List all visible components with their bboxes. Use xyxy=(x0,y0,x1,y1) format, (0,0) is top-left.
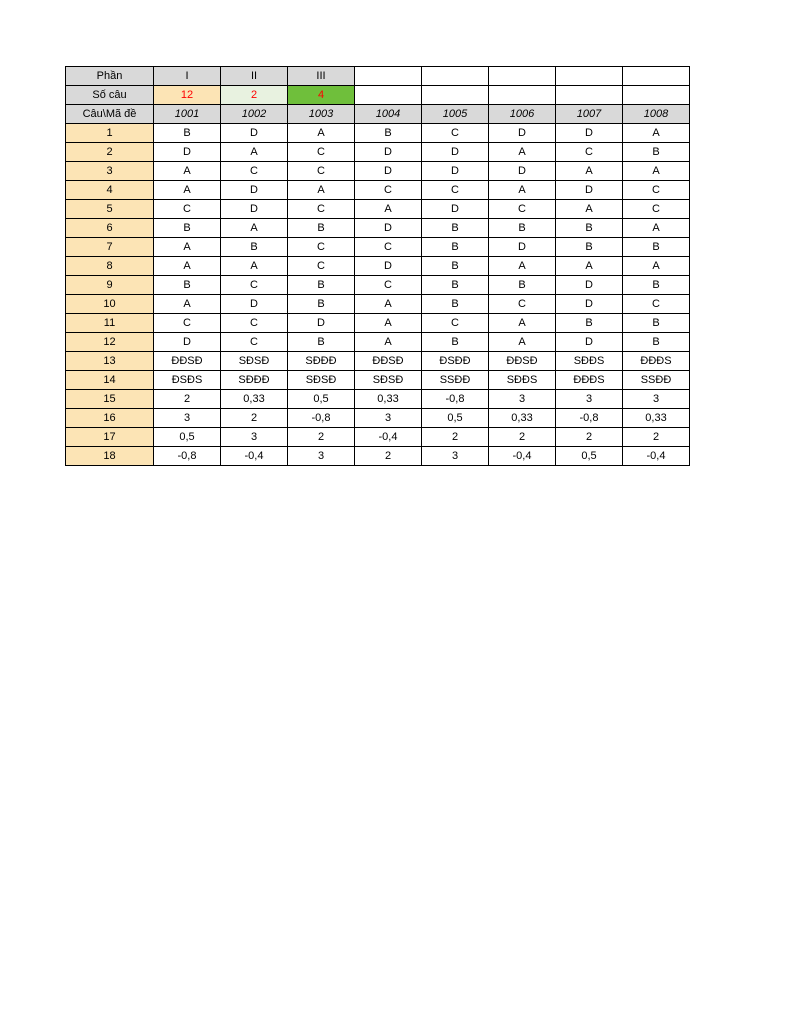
answer-cell: C xyxy=(154,200,221,219)
answer-cell: C xyxy=(623,181,690,200)
answer-cell: 3 xyxy=(623,390,690,409)
header-row-count xyxy=(66,86,690,105)
answer-cell: B xyxy=(623,314,690,333)
answer-cell: D xyxy=(422,200,489,219)
header-row-code xyxy=(66,105,690,124)
answer-cell: 2 xyxy=(489,428,556,447)
header-part-label: Phần xyxy=(66,67,154,86)
answer-cell: C xyxy=(623,200,690,219)
table-row xyxy=(66,181,690,200)
answer-cell: 3 xyxy=(221,428,288,447)
answer-cell: C xyxy=(489,295,556,314)
header-code-label: Câu\Mã đề xyxy=(66,105,154,124)
table-row xyxy=(66,257,690,276)
header-count-cell-8 xyxy=(623,86,690,105)
header-count-cell-6 xyxy=(489,86,556,105)
answer-cell: 2 xyxy=(154,390,221,409)
answer-cell: ĐSĐĐ xyxy=(422,352,489,371)
answer-cell: D xyxy=(422,143,489,162)
answer-cell: 0,33 xyxy=(623,409,690,428)
answer-cell: A xyxy=(489,143,556,162)
answer-cell: C xyxy=(288,257,355,276)
question-number: 16 xyxy=(66,409,154,428)
answer-cell: A xyxy=(489,333,556,352)
answer-cell: B xyxy=(288,333,355,352)
answer-cell: -0,4 xyxy=(355,428,422,447)
table-row xyxy=(66,428,690,447)
answer-cell: SSĐĐ xyxy=(422,371,489,390)
answer-cell: B xyxy=(154,124,221,143)
answer-cell: C xyxy=(288,238,355,257)
table-row xyxy=(66,238,690,257)
answer-cell: 2 xyxy=(422,428,489,447)
answer-cell: A xyxy=(355,295,422,314)
answer-cell: 3 xyxy=(556,390,623,409)
exam-code-1007: 1007 xyxy=(556,105,623,124)
question-number: 10 xyxy=(66,295,154,314)
answer-cell: C xyxy=(154,314,221,333)
table-row xyxy=(66,276,690,295)
answer-cell: D xyxy=(422,162,489,181)
answer-cell: ĐSĐS xyxy=(154,371,221,390)
header-part-cell-7 xyxy=(556,67,623,86)
header-count-cell-1: 12 xyxy=(154,86,221,105)
answer-cell: B xyxy=(422,333,489,352)
answer-cell: -0,4 xyxy=(623,447,690,466)
answer-cell: D xyxy=(154,143,221,162)
answer-cell: B xyxy=(623,333,690,352)
answer-cell: ĐĐĐS xyxy=(623,352,690,371)
answer-cell: D xyxy=(556,124,623,143)
answer-cell: 0,33 xyxy=(489,409,556,428)
answer-cell: D xyxy=(355,143,422,162)
answer-cell: 0,5 xyxy=(288,390,355,409)
answer-cell: A xyxy=(556,162,623,181)
header-count-cell-4 xyxy=(355,86,422,105)
answer-cell: D xyxy=(355,162,422,181)
answer-cell: 0,5 xyxy=(154,428,221,447)
answer-cell: 0,33 xyxy=(221,390,288,409)
header-row-part xyxy=(66,67,690,86)
answer-cell: D xyxy=(221,200,288,219)
answer-cell: A xyxy=(623,124,690,143)
header-part-cell-8 xyxy=(623,67,690,86)
question-number: 9 xyxy=(66,276,154,295)
exam-code-1003: 1003 xyxy=(288,105,355,124)
answer-cell: B xyxy=(422,257,489,276)
exam-code-1005: 1005 xyxy=(422,105,489,124)
answer-cell: 3 xyxy=(489,390,556,409)
question-number: 7 xyxy=(66,238,154,257)
answer-cell: A xyxy=(489,181,556,200)
question-number: 14 xyxy=(66,371,154,390)
answer-cell: B xyxy=(422,276,489,295)
answer-cell: B xyxy=(422,295,489,314)
answer-cell: A xyxy=(288,181,355,200)
answer-cell: D xyxy=(556,181,623,200)
question-number: 13 xyxy=(66,352,154,371)
answer-cell: SĐĐS xyxy=(489,371,556,390)
answer-cell: B xyxy=(355,124,422,143)
answer-cell: 3 xyxy=(288,447,355,466)
question-number: 17 xyxy=(66,428,154,447)
answer-cell: 2 xyxy=(355,447,422,466)
header-count-label: Số câu xyxy=(66,86,154,105)
question-number: 4 xyxy=(66,181,154,200)
table-row xyxy=(66,162,690,181)
answer-cell: B xyxy=(288,219,355,238)
table-row xyxy=(66,124,690,143)
table-row xyxy=(66,409,690,428)
exam-code-1004: 1004 xyxy=(355,105,422,124)
answer-cell: B xyxy=(489,276,556,295)
answer-cell: B xyxy=(154,219,221,238)
question-number: 18 xyxy=(66,447,154,466)
answer-cell: SSĐĐ xyxy=(623,371,690,390)
answer-cell: 3 xyxy=(422,447,489,466)
answer-cell: B xyxy=(556,238,623,257)
question-number: 3 xyxy=(66,162,154,181)
answer-cell: SĐSĐ xyxy=(221,352,288,371)
answer-cell: ĐĐSĐ xyxy=(355,352,422,371)
answer-cell: D xyxy=(221,181,288,200)
answer-cell: C xyxy=(422,124,489,143)
exam-code-1008: 1008 xyxy=(623,105,690,124)
answer-cell: A xyxy=(556,200,623,219)
answer-cell: A xyxy=(489,314,556,333)
question-number: 6 xyxy=(66,219,154,238)
answer-cell: A xyxy=(154,257,221,276)
answer-cell: 2 xyxy=(288,428,355,447)
answer-cell: B xyxy=(556,219,623,238)
answer-cell: ĐĐĐS xyxy=(556,371,623,390)
answer-cell: ĐĐSĐ xyxy=(489,352,556,371)
exam-code-1001: 1001 xyxy=(154,105,221,124)
answer-cell: D xyxy=(355,219,422,238)
table-row xyxy=(66,295,690,314)
answer-cell: 0,5 xyxy=(422,409,489,428)
answer-cell: A xyxy=(288,124,355,143)
answer-cell: D xyxy=(288,314,355,333)
answer-cell: D xyxy=(489,124,556,143)
answer-cell: C xyxy=(221,276,288,295)
header-count-cell-7 xyxy=(556,86,623,105)
answer-cell: C xyxy=(489,200,556,219)
table-body xyxy=(66,67,690,466)
question-number: 1 xyxy=(66,124,154,143)
answer-cell: B xyxy=(221,238,288,257)
exam-code-1002: 1002 xyxy=(221,105,288,124)
answer-cell: C xyxy=(221,162,288,181)
answer-cell: A xyxy=(221,257,288,276)
answer-cell: SĐSĐ xyxy=(355,371,422,390)
answer-cell: C xyxy=(355,181,422,200)
answer-cell: -0,8 xyxy=(288,409,355,428)
answer-cell: A xyxy=(221,143,288,162)
answer-cell: B xyxy=(288,276,355,295)
header-part-cell-1: I xyxy=(154,67,221,86)
header-count-cell-2: 2 xyxy=(221,86,288,105)
table-row xyxy=(66,333,690,352)
header-part-cell-2: II xyxy=(221,67,288,86)
answer-cell: SĐĐS xyxy=(556,352,623,371)
answer-cell: D xyxy=(355,257,422,276)
answer-cell: A xyxy=(355,314,422,333)
answer-cell: B xyxy=(489,219,556,238)
table-row xyxy=(66,314,690,333)
answer-cell: C xyxy=(422,181,489,200)
answer-cell: 2 xyxy=(556,428,623,447)
answer-cell: 3 xyxy=(154,409,221,428)
question-number: 11 xyxy=(66,314,154,333)
table-row xyxy=(66,390,690,409)
answer-cell: 3 xyxy=(355,409,422,428)
answer-cell: 0,33 xyxy=(355,390,422,409)
answer-key-sheet xyxy=(65,66,690,466)
answer-cell: C xyxy=(355,238,422,257)
answer-cell: A xyxy=(355,333,422,352)
answer-cell: A xyxy=(154,295,221,314)
answer-cell: -0,8 xyxy=(154,447,221,466)
answer-cell: C xyxy=(288,200,355,219)
answer-cell: D xyxy=(556,295,623,314)
table-row xyxy=(66,219,690,238)
answer-cell: 2 xyxy=(221,409,288,428)
answer-cell: D xyxy=(489,162,556,181)
answer-cell: B xyxy=(623,143,690,162)
answer-cell: SĐĐĐ xyxy=(221,371,288,390)
header-part-cell-6 xyxy=(489,67,556,86)
answer-cell: A xyxy=(556,257,623,276)
header-part-cell-5 xyxy=(422,67,489,86)
table-row xyxy=(66,143,690,162)
answer-cell: A xyxy=(623,162,690,181)
answer-cell: D xyxy=(556,333,623,352)
exam-code-1006: 1006 xyxy=(489,105,556,124)
question-number: 15 xyxy=(66,390,154,409)
header-part-cell-4 xyxy=(355,67,422,86)
header-count-cell-5 xyxy=(422,86,489,105)
answer-cell: A xyxy=(154,162,221,181)
answer-cell: 2 xyxy=(623,428,690,447)
answer-cell: C xyxy=(288,162,355,181)
answer-cell: -0,4 xyxy=(221,447,288,466)
answer-cell: 0,5 xyxy=(556,447,623,466)
answer-cell: C xyxy=(355,276,422,295)
answer-cell: B xyxy=(288,295,355,314)
answer-cell: D xyxy=(489,238,556,257)
header-part-cell-3: III xyxy=(288,67,355,86)
answer-cell: D xyxy=(221,124,288,143)
answer-cell: B xyxy=(623,276,690,295)
question-number: 2 xyxy=(66,143,154,162)
table-row xyxy=(66,352,690,371)
answer-cell: A xyxy=(489,257,556,276)
answer-cell: B xyxy=(556,314,623,333)
answer-cell: C xyxy=(288,143,355,162)
answer-cell: C xyxy=(221,314,288,333)
answer-cell: ĐĐSĐ xyxy=(154,352,221,371)
question-number: 8 xyxy=(66,257,154,276)
answer-cell: B xyxy=(154,276,221,295)
answer-cell: A xyxy=(154,181,221,200)
answer-cell: A xyxy=(355,200,422,219)
answer-cell: A xyxy=(221,219,288,238)
answer-cell: SĐĐĐ xyxy=(288,352,355,371)
answer-cell: SĐSĐ xyxy=(288,371,355,390)
header-count-cell-3: 4 xyxy=(288,86,355,105)
answer-cell: B xyxy=(422,219,489,238)
table-row xyxy=(66,200,690,219)
table-row xyxy=(66,371,690,390)
table-row xyxy=(66,447,690,466)
answer-key-table xyxy=(65,66,690,466)
answer-cell: D xyxy=(221,295,288,314)
answer-cell: B xyxy=(623,238,690,257)
question-number: 5 xyxy=(66,200,154,219)
answer-cell: C xyxy=(221,333,288,352)
answer-cell: C xyxy=(556,143,623,162)
answer-cell: C xyxy=(422,314,489,333)
answer-cell: C xyxy=(623,295,690,314)
answer-cell: A xyxy=(623,257,690,276)
answer-cell: D xyxy=(154,333,221,352)
answer-cell: B xyxy=(422,238,489,257)
answer-cell: -0,8 xyxy=(556,409,623,428)
answer-cell: D xyxy=(556,276,623,295)
question-number: 12 xyxy=(66,333,154,352)
answer-cell: A xyxy=(623,219,690,238)
answer-cell: -0,8 xyxy=(422,390,489,409)
answer-cell: -0,4 xyxy=(489,447,556,466)
answer-cell: A xyxy=(154,238,221,257)
